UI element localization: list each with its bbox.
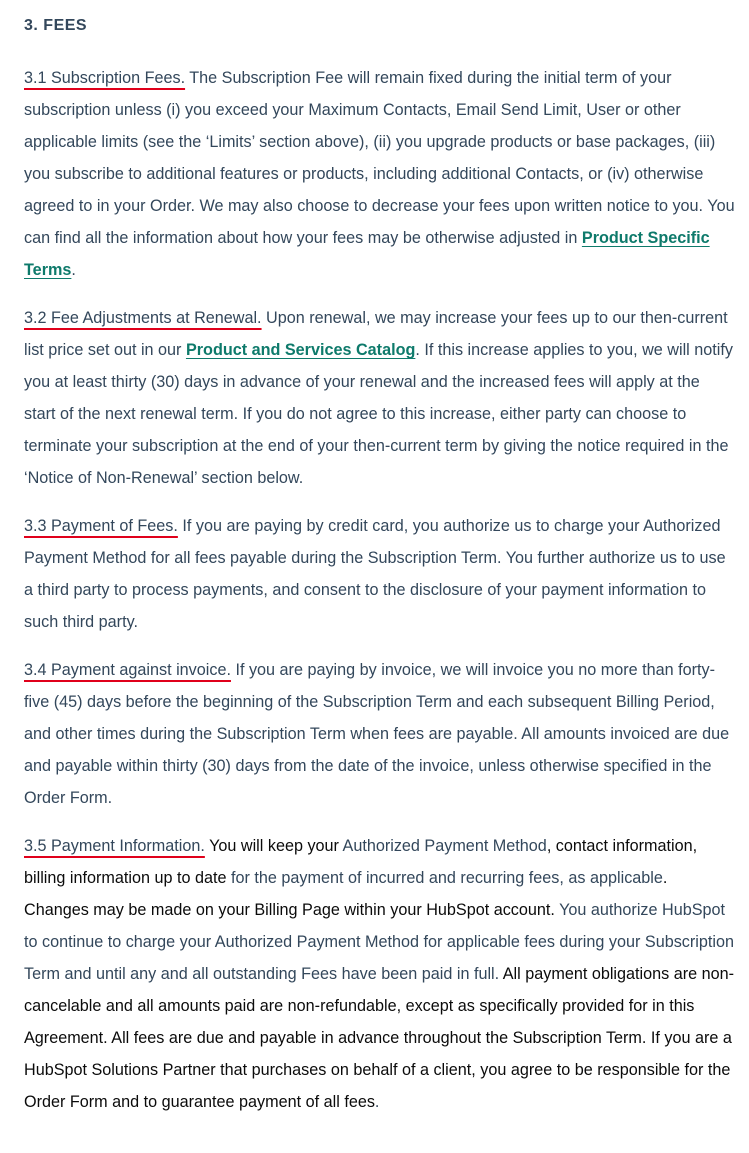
text-3-5-4: for the payment of incurred and recurring fees, as applicable [226, 869, 663, 887]
paragraph-3-4 [24, 654, 735, 814]
heading-3-4: 3.4 Payment against invoice. [24, 661, 231, 679]
section-title: 3. FEES [24, 17, 88, 34]
text-3-2-b: . If this increase applies to you, we will notify you at least thirty (30) days in advance of your renewal and the increased fees will apply at the start of the next renewal term. If you do not agree to this increase, either party can choose to terminate your subscription at the end of your then-current term by giving the notice required in the ‘Notice of Non-Renewal’ section below. [24, 341, 733, 487]
heading-3-5: 3.5 Payment Information. [24, 837, 205, 855]
text-3-2-a: Upon renewal, we may increase your fees up to our then-current list price set out in our [24, 309, 728, 359]
heading-3-1: 3.1 Subscription Fees. [24, 69, 186, 87]
paragraph-3-3 [24, 510, 735, 638]
paragraph-3-1 [24, 62, 735, 286]
product-specific-terms-link[interactable]: Product Specific Terms [24, 229, 710, 279]
heading-3-2: 3.2 Fee Adjustments at Renewal. [24, 309, 262, 327]
text-3-5-6: You authorize HubSpot to continue to charge your Authorized Payment Method for applicable fees during your Subscription Term and until any and all outstanding Fees have been paid in full. [24, 901, 734, 983]
text-3-5-8: . [374, 1093, 380, 1111]
text-3-4: If you are paying by invoice, we will invoice you no more than forty-five (45) days before the beginning of the Subscription Term and each subsequent Billing Period, and other times during the Subscription Term when fees are payable. All amounts invoiced are due and payable within thirty (30) days from the date of the invoice, unless otherwise specified in the Order Form. [24, 661, 730, 807]
product-services-catalog-link[interactable]: Product and Services Catalog [185, 341, 416, 359]
heading-3-3: 3.3 Payment of Fees. [24, 517, 178, 535]
text-3-5-5: . Changes may be made on your Billing Page within your HubSpot account. [24, 869, 668, 919]
text-3-5-1: You will keep your [204, 837, 343, 855]
text-3-3: If you are paying by credit card, you authorize us to charge your Authorized Payment Method for all fees payable during the Subscription Term. You further authorize us to use a third party to process payments, and consent to the disclosure of your payment information to such third party. [24, 517, 726, 631]
paragraph-3-5 [24, 830, 735, 1118]
text-3-5-7: All payment obligations are non-cancelable and all amounts paid are non-refundable, except as specifically provided for in this Agreement. All fees are due and payable in advance throughout the Subscription Term. If you are a HubSpot Solutions Partner that purchases on behalf of a client, you agree to be responsible for the Order Form and to guarantee payment of all fees [24, 965, 735, 1111]
text-3-1-a: The Subscription Fee will remain fixed during the initial term of your subscription unless (i) you exceed your Maximum Contacts, Email Send Limit, User or other applicable limits (see the ‘Limits’ section above), (ii) you upgrade products or base packages, (iii) you subscribe to additional features or products, including additional Contacts, or (iv) otherwise agreed to in your Order. We may also choose to decrease your fees upon written notice to you. You can find all the information about how your fees may be otherwise adjusted in [24, 69, 735, 247]
text-3-1-b: . [71, 261, 76, 279]
text-3-5-2: Authorized Payment Method [342, 837, 547, 855]
text-3-5-3: , contact information, billing information up to date [24, 837, 698, 887]
paragraph-3-2 [24, 302, 735, 494]
